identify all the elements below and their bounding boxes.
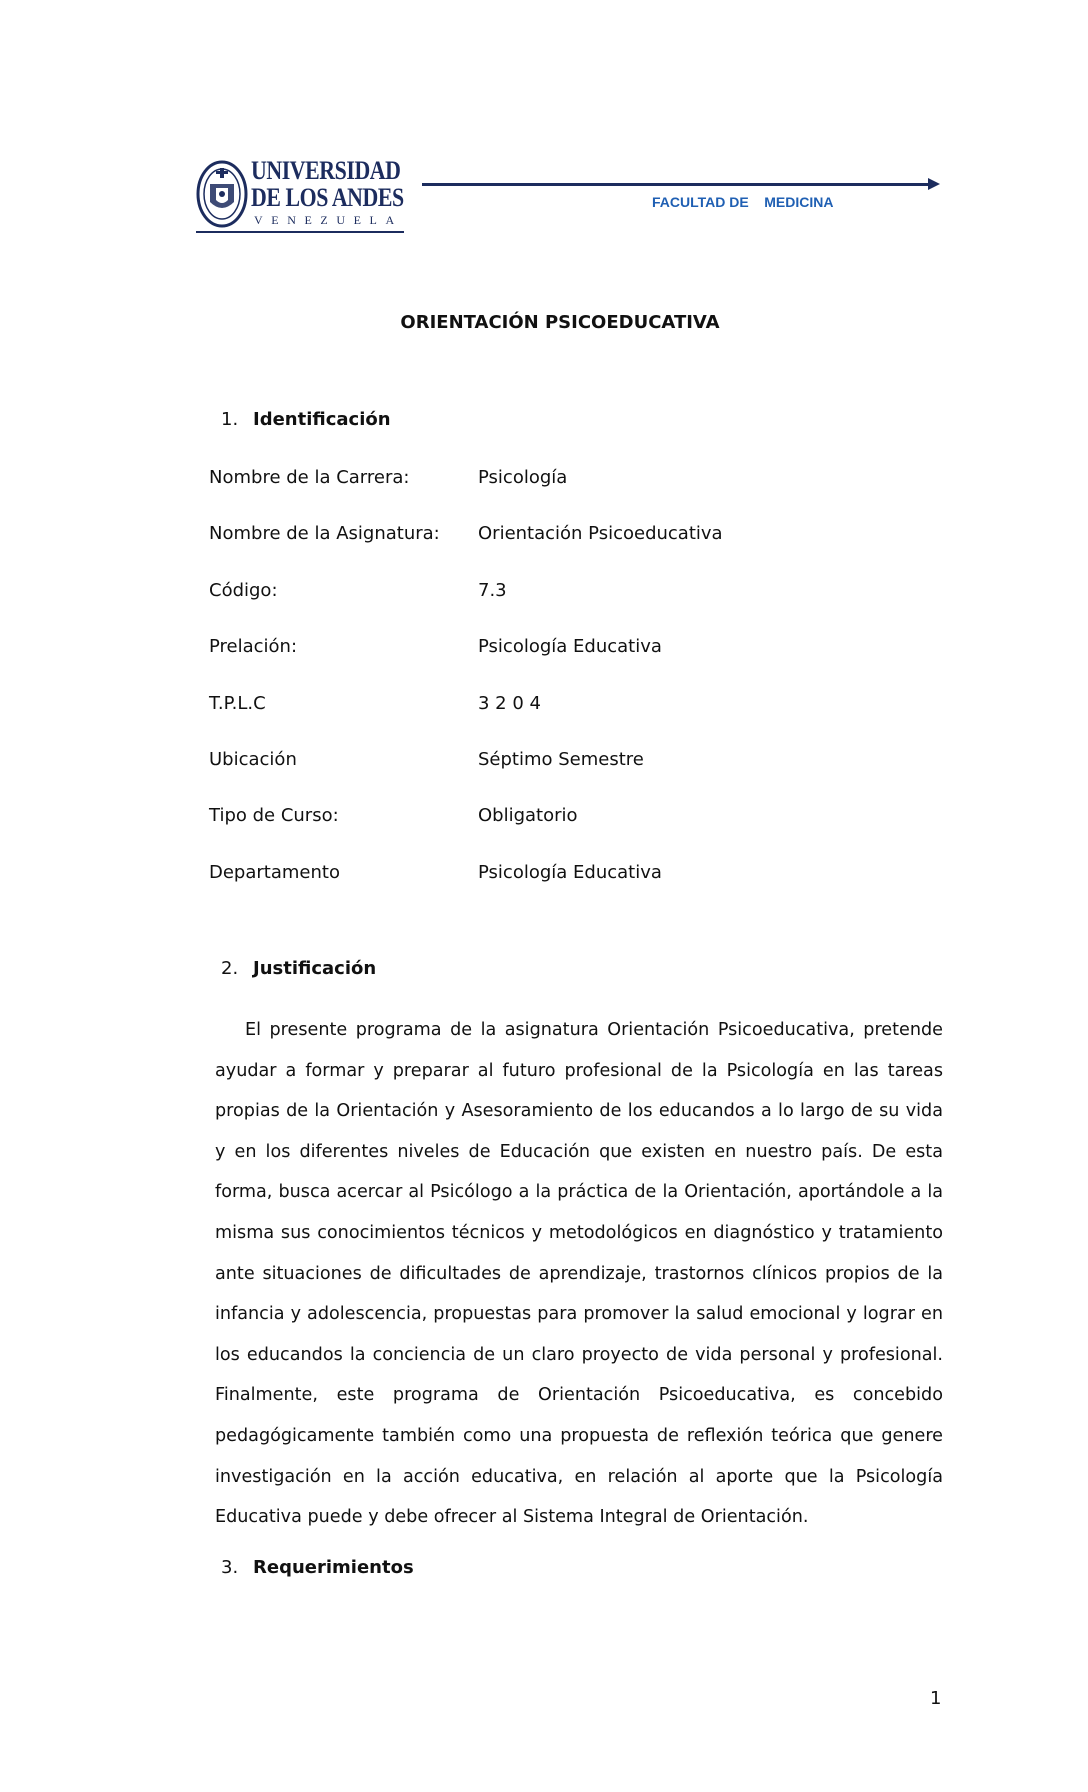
document-title: ORIENTACIÓN PSICOEDUCATIVA <box>400 312 720 333</box>
field-label: Nombre de la Asignatura: <box>209 523 440 544</box>
identification-row <box>209 749 969 775</box>
identification-row <box>209 693 969 719</box>
identification-row <box>209 805 969 831</box>
section-heading-requerimientos <box>221 1557 414 1578</box>
field-value: 3 2 0 4 <box>478 693 541 714</box>
justification-paragraph: El presente programa de la asignatura Orientación Psicoeducativa, pretende ayudar a formar y preparar al futuro profesional de la Psicología en las tareas propias de la Orientación y Asesoramiento de los educandos a lo largo de su vida y en los diferentes niveles de Educación que existen en nuestro país. De esta forma, busca acercar al Psicólogo a la práctica de la Orientación, aportándole a la misma sus conocimientos técnicos y metodológicos en diagnóstico y tratamiento ante situaciones de dificultades de aprendizaje, trastornos clínicos propios de la infancia y adolescencia, propuestas para promover la salud emocional y lograr en los educandos la conciencia de un claro proyecto de vida personal y profesional. Finalmente, este programa de Orientación Psicoeducativa, es concebido pedagógicamente también como una propuesta de reflexión teórica que genere investigación en la acción educativa, en relación al aporte que la Psicología Educativa puede y debe ofrecer al Sistema Integral de Orientación. <box>215 1020 943 1528</box>
field-value: Orientación Psicoeducativa <box>478 523 723 544</box>
section-title: Identificación <box>253 409 391 430</box>
university-logo <box>196 156 404 234</box>
field-value: 7.3 <box>478 580 507 601</box>
logo-text-venezuela: VENEZUELA <box>254 213 403 227</box>
identification-row <box>209 523 969 549</box>
field-label: Ubicación <box>209 749 297 770</box>
field-value: Obligatorio <box>478 805 578 826</box>
page-number: 1 <box>930 1688 942 1709</box>
field-label: T.P.L.C <box>209 693 266 714</box>
field-label: Prelación: <box>209 636 298 657</box>
section-title: Requerimientos <box>253 1557 414 1578</box>
section-number: 2. <box>221 958 239 979</box>
identification-row <box>209 636 969 662</box>
identification-row <box>209 862 969 888</box>
field-label: Código: <box>209 580 278 601</box>
field-label: Tipo de Curso: <box>209 805 339 826</box>
logo-text-de-los-andes: DE LOS ANDES <box>251 183 404 212</box>
field-value: Psicología Educativa <box>478 636 662 657</box>
identification-row <box>209 467 969 493</box>
logo-text-university: UNIVERSIDAD <box>251 156 401 185</box>
header-rule <box>422 183 932 186</box>
field-value: Séptimo Semestre <box>478 749 644 770</box>
field-value: Psicología <box>478 467 568 488</box>
university-crest-icon <box>196 158 248 228</box>
section-title: Justificación <box>253 958 377 979</box>
field-value: Psicología Educativa <box>478 862 662 883</box>
logo-underline <box>196 231 404 233</box>
section-number: 1. <box>221 409 239 430</box>
section-number: 3. <box>221 1557 239 1578</box>
field-label: Nombre de la Carrera: <box>209 467 410 488</box>
section-heading-justificacion <box>221 958 376 979</box>
field-label: Departamento <box>209 862 340 883</box>
section-heading-identificacion <box>221 409 391 430</box>
faculty-name: FACULTAD DE MEDICINA <box>652 194 834 210</box>
arrow-right-icon <box>928 178 940 190</box>
identification-row <box>209 580 969 606</box>
